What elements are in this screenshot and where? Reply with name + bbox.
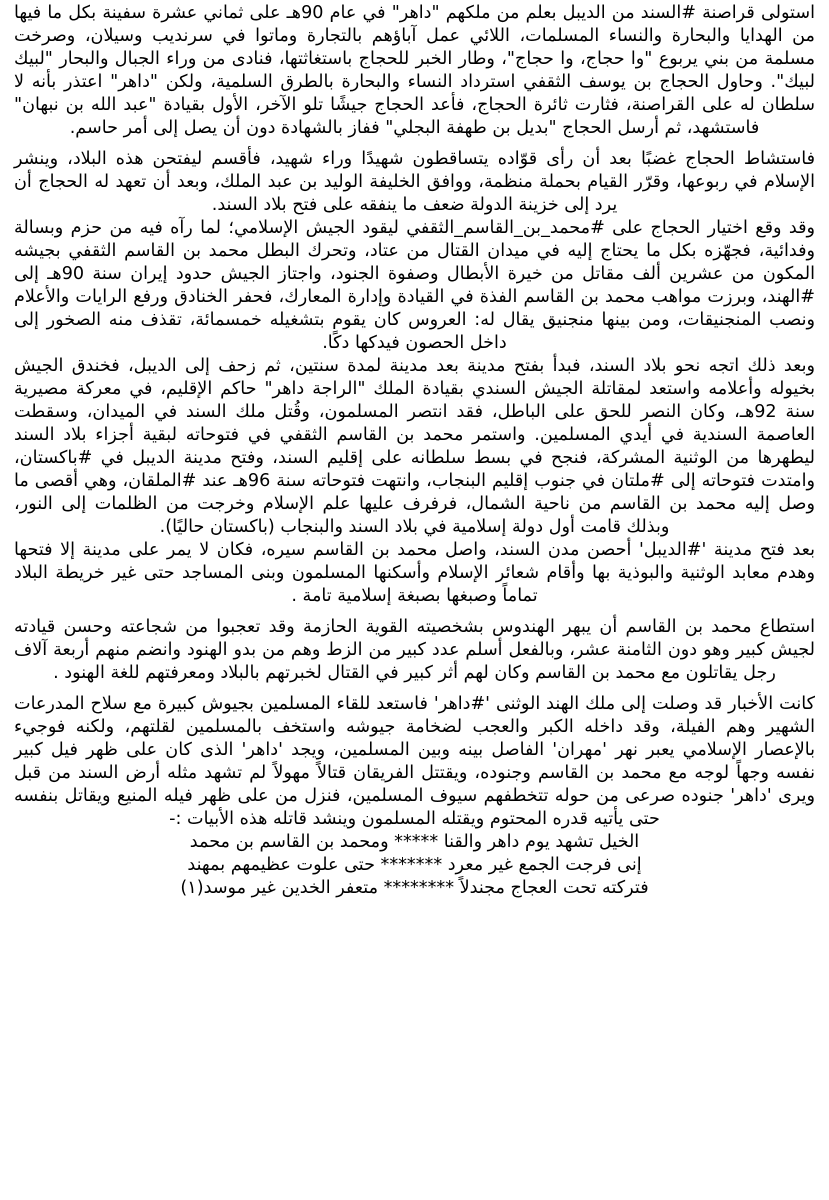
paragraph-hindus-impressed: استطاع محمد بن القاسم أن يبهر الهندوس بشخصيته القوية الحازمة وقد تعجبوا من شجاعته وحسن قيادته لجيش كبير وهو دون الثامنة عشر، وبالفعل أسلم عدد كبير من الزط وهم من بدو الهنود وانضم منهم أربعة آلاف رجل يقاتلون مع محمد بن القاسم وكان لهم أثر كبير في القتال لخبرتهم بالبلاد ومعرفتهم للغة الهنود . [14, 617, 815, 683]
poem-verse: الخيل تشهد يوم داهر والقنا ***** ومحمد بن القاسم بن محمد [189, 832, 640, 852]
poem-verse: إنى فرجت الجمع غير معرد ******* حتى علوت عظيمهم بمهند [187, 855, 642, 875]
paragraph-hajjaj-oath: فاستشاط الحجاج غضبًا بعد أن رأى قوّاده يتساقطون شهيدًا وراء شهيد، فأقسم ليفتحن هذه البلاد، وينشر الإسلام في ربوعها، وقرّر القيام بحملة منظمة، ووافق الخليفة الوليد بن عبد الملك، وبعد أن تعهد له الحجاج أن يرد إلى خزينة الدولة ضعف ما ينفقه على فتح بلاد السند. [14, 149, 815, 215]
paragraph-sind-conquest: وبعد ذلك اتجه نحو بلاد السند، فبدأ بفتح مدينة بعد مدينة لمدة سنتين، ثم زحف إلى الديبل، فخندق الجيش بخيوله وأعلامه واستعد لمقاتلة الجيش السندي بقيادة الملك "الراجة داهر" حاكم الإقليم، في معركة مصيرية سنة 92هـ، وكان النصر للحق على الباطل، فقد انتصر المسلمون، وقُتل ملك السند في الميدان، وسقطت العاصمة السندية في أيدي المسلمين. واستمر محمد بن القاسم الثقفي في فتوحاته لبقية أجزاء بلاد السند ليطهرها من الوثنية المشركة، فنجح في بسط سلطانه على إقليم السند، وفتح مدينة الديبل في #باكستان، وامتدت فتوحاته إلى #ملتان في جنوب إقليم البنجاب، وانتهت فتوحاته سنة 96هـ عند #الملقان، وهي أقصى ما وصل إليه محمد بن القاسم من ناحية الشمال، فرفرف عليها علم الإسلام وخرجت من الظلمات إلى النور، وبذلك قامت أول دولة إسلامية في بلاد السند والبنجاب (باكستان حاليًا). [14, 356, 815, 537]
poem-verse: فتركته تحت العجاج مجندلاً ******** متعفر الخدين غير موسد(١) [180, 878, 649, 898]
paragraph-pirates: استولى قراصنة #السند من الديبل بعلم من ملكهم "داهر" في عام 90هـ على ثماني عشرة سفينة بكل ما فيها من الهدايا والبحارة والنساء المسلمات، اللائي عمل آباؤهم بالتجارة وماتوا في سرنديب وسيلان، وصرخت مسلمة من بني يربوع "وا حجاج، وا حجاج"، وطار الخبر للحجاج باستغاثتها، فنادى من وراء الجبال والبحار "لبيك لبيك". وحاول الحجاج بن يوسف الثقفي استرداد النساء والبحارة بالطرق السلمية، ولكن "داهر" اعتذر بأنه لا سلطان له على القراصنة، فثارت ثائرة الحجاج، فأعد الحجاج جيشًا تلو الآخر، الأول بقيادة "عبد الله بن نبهان" فاستشهد، ثم أرسل الحجاج "بديل بن طهفة البجلي" ففاز بالشهادة دون أن يصل إلى أمر حاسم. [14, 3, 815, 138]
paragraph-commander-choice: وقد وقع اختيار الحجاج على #محمد_بن_القاسم_الثقفي ليقود الجيش الإسلامي؛ لما رآه فيه من حزم وبسالة وفدائية، فجهّزه بكل ما يحتاج إليه في ميدان القتال من عتاد، وتحرك البطل محمد بن القاسم الثقفي بجيشه المكون من عشرين ألف مقاتل من خيرة الأبطال وصفوة الجنود، واجتاز الجيش حدود إيران سنة 90هـ إلى #الهند، وبرزت مواهب محمد بن القاسم الفذة في القيادة وإدارة المعارك، فحفر الخنادق ورفع الرايات والأعلام ونصب المنجنيقات، ومن بينها منجنيق يقال له: العروس كان يقوم بتشغيله خمسمائة، تقذف منه الصخور إلى داخل الحصون فيدكها دكًا. [14, 218, 815, 353]
paragraph-dahir-battle: كانت الأخبار قد وصلت إلى ملك الهند الوثنى '#داهر' فاستعد للقاء المسلمين بجيوش كبيرة مع سلاح المدرعات الشهير وهم الفيلة، وقد داخله الكبر والعجب لضخامة جيوشه واستخف بالمسلمين لقلتهم، ولكنه فوجيء بالإعصار الإسلامي يعبر نهر 'مهران' الفاصل بينه وبين المسلمين، ويجد 'داهر' الذى كان على ظهر فيل كبير نفسه وجهاً لوجه مع محمد بن القاسم وجنوده، ويقتتل الفريقان قتالاً مهولاً لم تشهد مثله أرض السند من قبل ويرى 'داهر' جنوده صرعى من حوله تتخطفهم سيوف المسلمين، فنزل من على ظهر فيله المنيع ويقاتل بنفسه حتى يأتيه قدره المحتوم ويقتله المسلمون وينشد قاتله هذه الأبيات :- [14, 694, 815, 829]
poem [14, 831, 815, 900]
paragraph-daybul: بعد فتح مدينة '#الديبل' أحصن مدن السند، واصل محمد بن القاسم سيره، فكان لا يمر على مدينة إلا فتحها وهدم معابد الوثنية والبوذية بها وأقام شعائر الإسلام وأسكنها المسلمون وبنى المساجد حتى غير خريطة البلاد تماماً وصبغها بصبغة إسلامية تامة . [14, 540, 815, 606]
